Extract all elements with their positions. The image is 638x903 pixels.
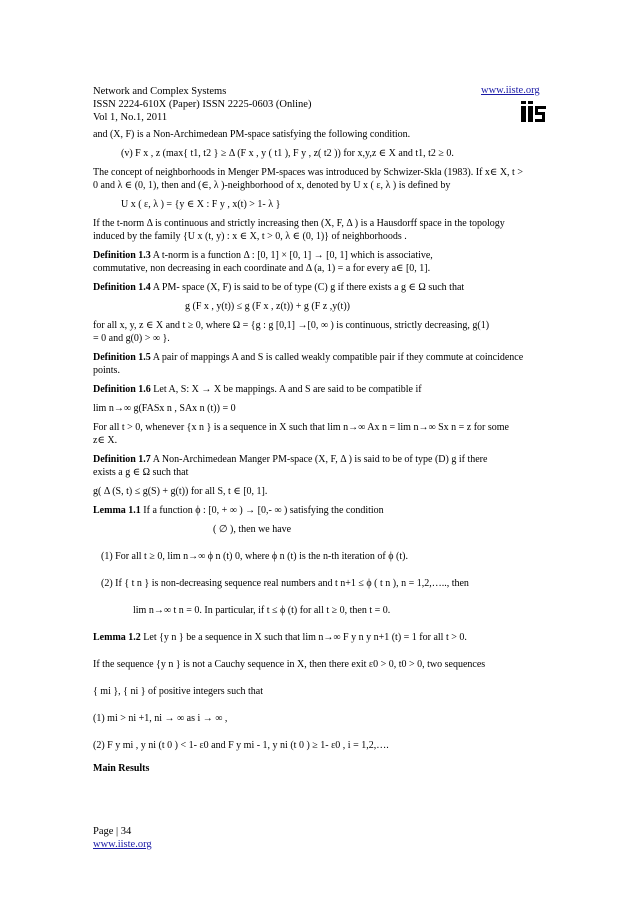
lemma-text: Let {y n } be a sequence in X such that lim n→∞ F y n y n+1 (t) = 1 for all t > 0. — [140, 632, 467, 643]
lemma-1-1 — [93, 504, 548, 517]
definition-text: A Non-Archimedean Manger PM-space (X, F, Δ ) is said to be of type (D) g if there — [150, 454, 488, 465]
lemma-heading: Lemma 1.1 — [93, 505, 141, 516]
definition-text: A t-norm is a function Δ : [0, 1] × [0, 1] → [0, 1] which is associative, — [150, 250, 433, 261]
type-c-inequality: g (F x , y(t)) ≤ g (F x , z(t)) + g (F z ,y(t)) — [185, 301, 350, 312]
lemma-1-1-item-1: (1) For all t ≥ 0, lim n→∞ ϕ n (t) 0, where ϕ n (t) is the n-th iteration of ϕ (t). — [101, 551, 408, 562]
text-line: ( ∅ ), then we have — [213, 524, 292, 535]
section-heading: Main Results — [93, 763, 150, 774]
lemma-heading: Lemma 1.2 — [93, 632, 141, 643]
text-line: = 0 and g(0) > ∞ }. — [93, 333, 170, 344]
definition-text: A PM- space (X, F) is said to be of type (C) g if there exists a g ∈ Ω such that — [150, 282, 465, 293]
lemma-text: If a function ϕ : [0, + ∞ ) → [0,- ∞ ) satisfying the condition — [140, 505, 384, 516]
condition-2: (2) F y mi , y ni (t 0 ) < 1- ε0 and F y mi - 1, y ni (t 0 ) ≥ 1- ε0 , i = 1,2,…. — [93, 740, 389, 751]
text-line: 0 and λ ∈ (0, 1), then and (∈, λ )-neighborhood of x, denoted by U x ( ε, λ ) is defined by — [93, 180, 451, 191]
iiste-logo — [520, 100, 548, 124]
definition-1-7 — [93, 453, 548, 466]
lemma-1-1-item-2: (2) If { t n } is non-decreasing sequence real numbers and t n+1 ≤ ϕ ( t n ), n = 1,2,….., then — [101, 578, 469, 589]
definition-text: A pair of mappings A and S is called weakly compatible pair if they commute at coincidence — [150, 352, 524, 363]
journal-name: Network and Complex Systems — [93, 86, 227, 97]
neighborhood-formula: U x ( ε, λ ) = {y ∈ X : F y , x(t) > 1- λ } — [121, 199, 281, 210]
definition-1-5 — [93, 351, 548, 364]
page-footer — [93, 825, 152, 851]
text-line: commutative, non decreasing in each coordinate and Δ (a, 1) = a for every a∈ [0, 1]. — [93, 263, 431, 274]
text-line: exists a g ∈ Ω such that — [93, 467, 189, 478]
text-line: lim n→∞ t n = 0. In particular, if t ≤ ϕ (t) for all t ≥ 0, then t = 0. — [133, 605, 391, 616]
issn-line: ISSN 2224-610X (Paper) ISSN 2225-0603 (Online) — [93, 99, 312, 110]
paper-body — [93, 128, 548, 775]
definition-heading: Definition 1.4 — [93, 282, 151, 293]
text-line: and (X, F) is a Non-Archimedean PM-space satisfying the following condition. — [93, 129, 411, 140]
page-number: Page | 34 — [93, 826, 132, 837]
text-line: If the t-norm Δ is continuous and strictly increasing then (X, F, Δ ) is a Hausdorff space in the topology — [93, 218, 505, 229]
text-line: For all t > 0, whenever {x n } is a sequence in X such that lim n→∞ Ax n = lim n→∞ Sx n = z for some — [93, 422, 509, 433]
text-line: for all x, y, z ∈ X and t ≥ 0, where Ω = {g : g [0,1] →[0, ∞ ) is continuous, strictly decreasing, g(1) — [93, 320, 490, 331]
definition-heading: Definition 1.3 — [93, 250, 151, 261]
condition-1: (1) mi > ni +1, ni → ∞ as i → ∞ , — [93, 713, 228, 724]
definition-1-3 — [93, 249, 548, 262]
definition-heading: Definition 1.6 — [93, 384, 151, 395]
compatible-limit: lim n→∞ g(FASx n , SAx n (t)) = 0 — [93, 403, 236, 414]
text-line: { mi }, { ni } of positive integers such that — [93, 686, 264, 697]
definition-1-6 — [93, 383, 548, 396]
text-line: induced by the family {U x (t, y) : x ∈ X, t > 0, λ ∈ (0, 1)} of neighborhoods . — [93, 231, 407, 242]
text-line: If the sequence {y n } is not a Cauchy sequence in X, then there exit ε0 > 0, t0 > 0, two sequences — [93, 659, 486, 670]
text-line: points. — [93, 365, 120, 376]
text-line: z∈ X. — [93, 435, 118, 446]
text-line: The concept of neighborhoods in Menger PM-spaces was introduced by Schwizer-Skla (1983). If x∈ X, t > — [93, 167, 523, 178]
definition-heading: Definition 1.5 — [93, 352, 151, 363]
condition-v: (v) F x , z (max{ t1, t2 } ≥ Δ (F x , y ( t1 ), F y , z( t2 )) for x,y,z ∈ X and t1, t2 ≥ 0. — [121, 148, 454, 159]
lemma-1-2 — [93, 631, 548, 644]
definition-heading: Definition 1.7 — [93, 454, 151, 465]
definition-text: Let A, S: X → X be mappings. A and S are said to be compatible if — [150, 384, 422, 395]
type-d-inequality: g( Δ (S, t) ≤ g(S) + g(t)) for all S, t ∈ [0, 1]. — [93, 486, 268, 497]
definition-1-4 — [93, 281, 548, 294]
volume-line: Vol 1, No.1, 2011 — [93, 112, 168, 123]
header-website-link[interactable]: www.iiste.org — [481, 85, 540, 96]
footer-website-link[interactable]: www.iiste.org — [93, 839, 152, 850]
